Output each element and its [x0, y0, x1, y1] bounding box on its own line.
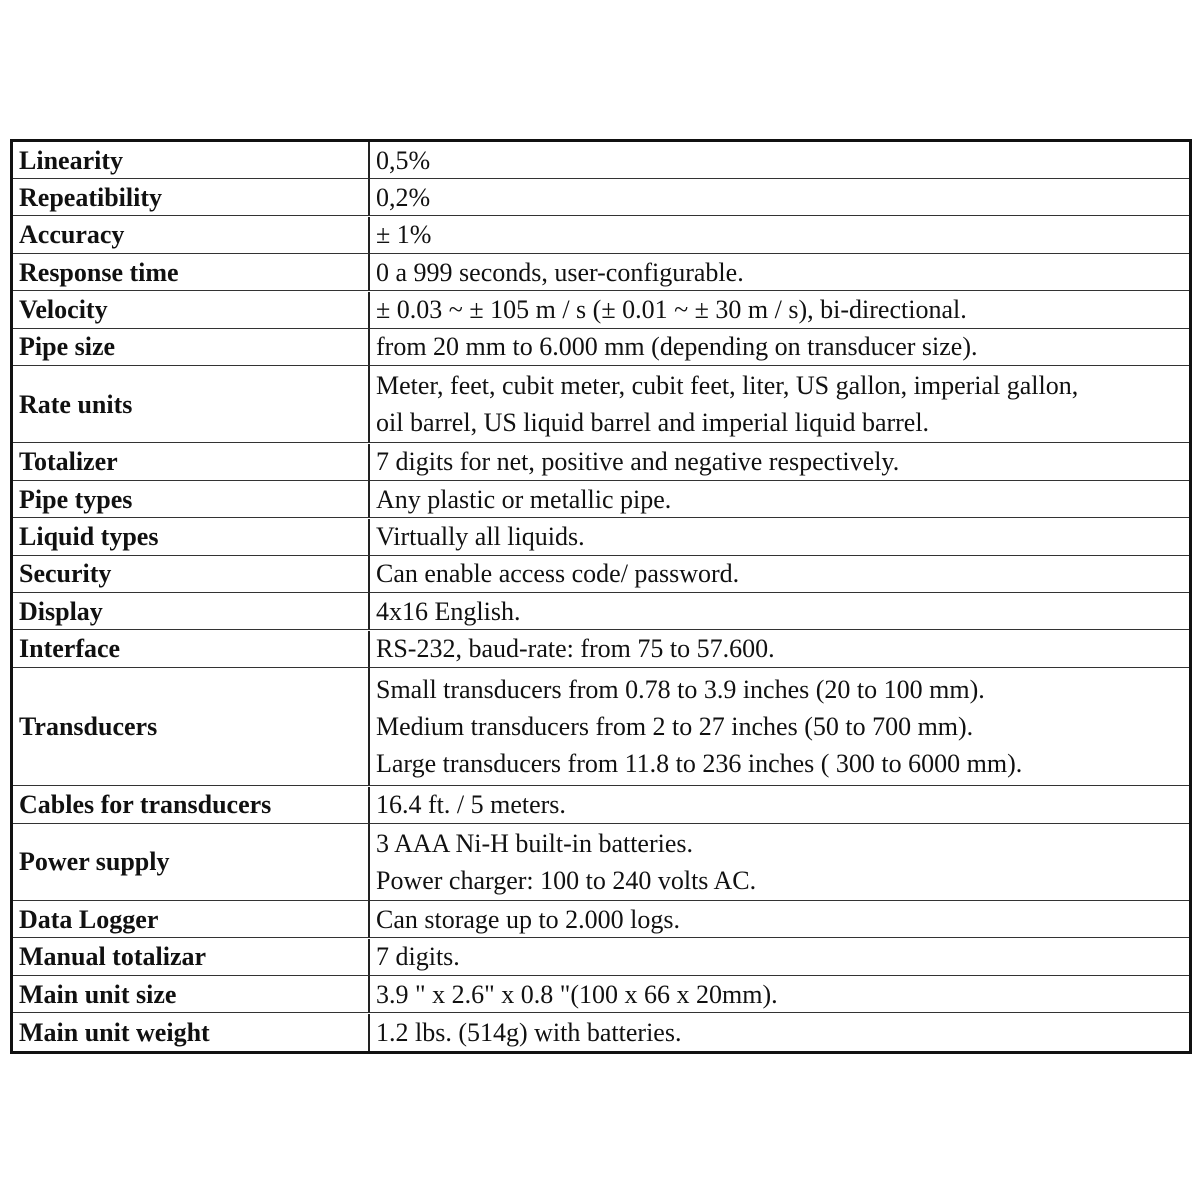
- spec-value-line: 3 AAA Ni-H built-in batteries.: [376, 828, 694, 858]
- spec-value-line: 0,2%: [376, 182, 431, 212]
- spec-value: [370, 217, 1189, 254]
- spec-value: [370, 787, 1189, 824]
- spec-value: [370, 444, 1189, 481]
- spec-value-line: 3.9 " x 2.6" x 0.8 "(100 x 66 x 20mm).: [376, 979, 778, 1009]
- spec-value-line: 0,5%: [376, 145, 431, 175]
- spec-label: Main unit size: [13, 976, 370, 1013]
- spec-value: [370, 631, 1189, 668]
- spec-label: Manual totalizar: [13, 939, 370, 976]
- spec-value-line: ± 1%: [376, 220, 432, 250]
- spec-value: [370, 556, 1189, 593]
- spec-value: [370, 142, 1189, 179]
- spec-value-line: Can storage up to 2.000 logs.: [376, 904, 681, 934]
- spec-value-line: RS-232, baud-rate: from 75 to 57.600.: [376, 634, 775, 664]
- spec-value-line: Medium transducers from 2 to 27 inches (50 to 700 mm).: [376, 712, 974, 742]
- spec-label: Pipe types: [13, 481, 370, 518]
- spec-label: Liquid types: [13, 519, 370, 556]
- spec-value-line: Virtually all liquids.: [376, 522, 585, 552]
- spec-value: [370, 939, 1189, 976]
- spec-value: [370, 329, 1189, 366]
- spec-value-line: 7 digits for net, positive and negative respectively.: [376, 447, 900, 477]
- spec-table: [10, 139, 1192, 1054]
- spec-label: Linearity: [13, 142, 370, 179]
- spec-value-line: ± 0.03 ~ ± 105 m / s (± 0.01 ~ ± 30 m / s), bi-directional.: [376, 295, 967, 325]
- spec-label: Transducers: [13, 668, 370, 786]
- spec-value-line: 7 digits.: [376, 942, 460, 972]
- spec-label: Pipe size: [13, 329, 370, 366]
- spec-value: [370, 976, 1189, 1013]
- spec-label: Totalizer: [13, 444, 370, 481]
- spec-value-line: Can enable access code/ password.: [376, 559, 740, 589]
- spec-label: Data Logger: [13, 901, 370, 938]
- spec-value: [370, 179, 1189, 216]
- spec-value-line: 16.4 ft. / 5 meters.: [376, 790, 566, 820]
- spec-value: [370, 901, 1189, 938]
- spec-value: [370, 519, 1189, 556]
- spec-value-line: 0 a 999 seconds, user-configurable.: [376, 257, 744, 287]
- spec-value-line: Meter, feet, cubit meter, cubit feet, liter, US gallon, imperial gallon,: [376, 371, 1079, 401]
- spec-value-line: Power charger: 100 to 240 volts AC.: [376, 865, 757, 895]
- spec-label: Accuracy: [13, 217, 370, 254]
- spec-label: Cables for transducers: [13, 787, 370, 824]
- spec-value-line: Small transducers from 0.78 to 3.9 inches (20 to 100 mm).: [376, 675, 985, 705]
- spec-label: Security: [13, 556, 370, 593]
- spec-value: [370, 1014, 1189, 1051]
- spec-value: [370, 292, 1189, 329]
- spec-value-line: Any plastic or metallic pipe.: [376, 484, 672, 514]
- spec-value-line: oil barrel, US liquid barrel and imperial liquid barrel.: [376, 408, 930, 438]
- spec-value-line: 1.2 lbs. (514g) with batteries.: [376, 1017, 682, 1047]
- spec-value: [370, 254, 1189, 291]
- spec-value: [370, 668, 1189, 786]
- spec-value: [370, 366, 1189, 443]
- spec-label: Rate units: [13, 366, 370, 443]
- spec-label: Main unit weight: [13, 1014, 370, 1051]
- spec-label: Velocity: [13, 292, 370, 329]
- spec-value-line: from 20 mm to 6.000 mm (depending on transducer size).: [376, 332, 978, 362]
- spec-label: Response time: [13, 254, 370, 291]
- spec-label: Interface: [13, 631, 370, 668]
- spec-value: [370, 824, 1189, 901]
- spec-label: Power supply: [13, 824, 370, 901]
- spec-value-line: 4x16 English.: [376, 596, 521, 626]
- spec-value: [370, 481, 1189, 518]
- spec-label: Display: [13, 593, 370, 630]
- spec-label: Repeatibility: [13, 179, 370, 216]
- spec-value-line: Large transducers from 11.8 to 236 inches ( 300 to 6000 mm).: [376, 749, 1023, 779]
- spec-value: [370, 593, 1189, 630]
